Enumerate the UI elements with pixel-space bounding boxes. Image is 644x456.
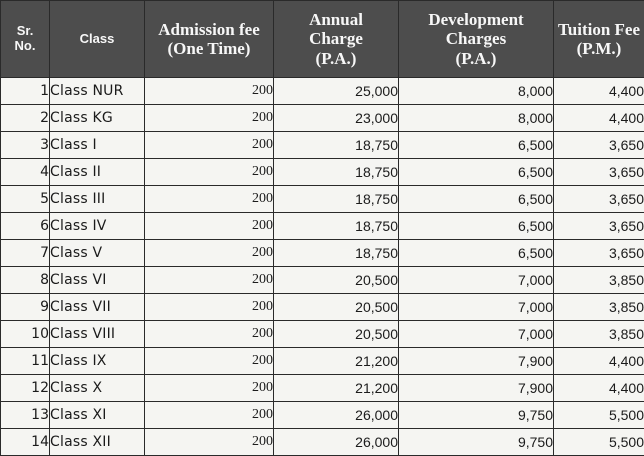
- cell-annual-charge: 20,500: [274, 294, 399, 321]
- header-development-line1: Development: [428, 10, 524, 30]
- header-tuition-fee: [554, 1, 644, 78]
- cell-annual-charge: 25,000: [274, 78, 399, 105]
- table-row: [1, 213, 644, 240]
- cell-admission-fee: 200: [145, 321, 274, 348]
- cell-annual-charge: 18,750: [274, 240, 399, 267]
- cell-admission-fee: 200: [145, 213, 274, 240]
- cell-sr-no: 8: [1, 267, 50, 294]
- cell-annual-charge: 18,750: [274, 132, 399, 159]
- header-tuition-line2: (P.M.): [576, 39, 622, 58]
- cell-development-charges: 9,750: [399, 402, 554, 429]
- table-row: [1, 267, 644, 294]
- cell-tuition-fee: 5,500: [554, 402, 644, 429]
- cell-development-charges: 6,500: [399, 132, 554, 159]
- cell-tuition-fee: 3,850: [554, 294, 644, 321]
- cell-sr-no: 9: [1, 294, 50, 321]
- cell-sr-no: 10: [1, 321, 50, 348]
- cell-tuition-fee: 4,400: [554, 375, 644, 402]
- cell-sr-no: 12: [1, 375, 50, 402]
- header-development-line3: (P.A.): [455, 48, 497, 68]
- cell-tuition-fee: 4,400: [554, 105, 644, 132]
- cell-class: Class VIII: [50, 321, 145, 348]
- cell-sr-no: 7: [1, 240, 50, 267]
- header-sr-no: [1, 1, 50, 78]
- cell-class: Class KG: [50, 105, 145, 132]
- cell-development-charges: 6,500: [399, 186, 554, 213]
- cell-admission-fee: 200: [145, 429, 274, 456]
- cell-class: Class I: [50, 132, 145, 159]
- cell-development-charges: 6,500: [399, 213, 554, 240]
- cell-sr-no: 1: [1, 78, 50, 105]
- header-sr-no-line1: Sr.: [16, 23, 34, 39]
- table-row: [1, 294, 644, 321]
- cell-admission-fee: 200: [145, 132, 274, 159]
- cell-annual-charge: 21,200: [274, 375, 399, 402]
- cell-admission-fee: 200: [145, 402, 274, 429]
- cell-sr-no: 3: [1, 132, 50, 159]
- table-header-row: [1, 1, 644, 78]
- header-admission-line2: (One Time): [167, 39, 251, 58]
- table-row: [1, 159, 644, 186]
- cell-tuition-fee: 5,500: [554, 429, 644, 456]
- cell-tuition-fee: 3,650: [554, 213, 644, 240]
- cell-admission-fee: 200: [145, 294, 274, 321]
- header-tuition-line1: Tuition Fee: [557, 19, 641, 39]
- cell-sr-no: 11: [1, 348, 50, 375]
- cell-development-charges: 7,000: [399, 267, 554, 294]
- header-annual-charge: [274, 1, 399, 78]
- cell-sr-no: 6: [1, 213, 50, 240]
- cell-class: Class V: [50, 240, 145, 267]
- cell-class: Class NUR: [50, 78, 145, 105]
- cell-development-charges: 8,000: [399, 78, 554, 105]
- cell-development-charges: 8,000: [399, 105, 554, 132]
- cell-development-charges: 7,900: [399, 375, 554, 402]
- table-row: [1, 78, 644, 105]
- cell-annual-charge: 21,200: [274, 348, 399, 375]
- cell-sr-no: 13: [1, 402, 50, 429]
- header-annual-line3: (P.A.): [315, 48, 357, 68]
- cell-development-charges: 7,900: [399, 348, 554, 375]
- cell-annual-charge: 20,500: [274, 267, 399, 294]
- table-row: [1, 348, 644, 375]
- cell-annual-charge: 23,000: [274, 105, 399, 132]
- cell-admission-fee: 200: [145, 240, 274, 267]
- cell-development-charges: 7,000: [399, 294, 554, 321]
- cell-sr-no: 14: [1, 429, 50, 456]
- header-annual-line1: Annual: [309, 10, 363, 30]
- cell-class: Class X: [50, 375, 145, 402]
- table-row: [1, 240, 644, 267]
- cell-tuition-fee: 4,400: [554, 78, 644, 105]
- header-admission-fee: [145, 1, 274, 78]
- cell-development-charges: 6,500: [399, 159, 554, 186]
- table-row: [1, 132, 644, 159]
- cell-annual-charge: 18,750: [274, 213, 399, 240]
- header-admission-line1: Admission fee: [158, 19, 260, 39]
- cell-class: Class IV: [50, 213, 145, 240]
- cell-class: Class VI: [50, 267, 145, 294]
- table-row: [1, 105, 644, 132]
- cell-annual-charge: 18,750: [274, 159, 399, 186]
- header-development-line2: Charges: [445, 29, 507, 49]
- table-row: [1, 321, 644, 348]
- cell-admission-fee: 200: [145, 78, 274, 105]
- cell-class: Class VII: [50, 294, 145, 321]
- cell-tuition-fee: 3,850: [554, 321, 644, 348]
- cell-annual-charge: 20,500: [274, 321, 399, 348]
- header-annual-line2: Charge: [309, 29, 363, 49]
- table-row: [1, 186, 644, 213]
- cell-tuition-fee: 3,650: [554, 159, 644, 186]
- header-sr-no-line2: No.: [14, 38, 36, 53]
- cell-tuition-fee: 3,850: [554, 267, 644, 294]
- cell-class: Class XII: [50, 429, 145, 456]
- header-class: [50, 1, 145, 78]
- cell-admission-fee: 200: [145, 159, 274, 186]
- cell-admission-fee: 200: [145, 105, 274, 132]
- cell-development-charges: 9,750: [399, 429, 554, 456]
- header-development-charges: [399, 1, 554, 78]
- cell-development-charges: 6,500: [399, 240, 554, 267]
- cell-tuition-fee: 3,650: [554, 132, 644, 159]
- table-row: [1, 402, 644, 429]
- cell-sr-no: 2: [1, 105, 50, 132]
- cell-class: Class II: [50, 159, 145, 186]
- cell-class: Class III: [50, 186, 145, 213]
- cell-admission-fee: 200: [145, 186, 274, 213]
- cell-admission-fee: 200: [145, 375, 274, 402]
- cell-annual-charge: 26,000: [274, 429, 399, 456]
- cell-sr-no: 4: [1, 159, 50, 186]
- cell-admission-fee: 200: [145, 348, 274, 375]
- cell-tuition-fee: 4,400: [554, 348, 644, 375]
- cell-annual-charge: 18,750: [274, 186, 399, 213]
- cell-sr-no: 5: [1, 186, 50, 213]
- cell-tuition-fee: 3,650: [554, 240, 644, 267]
- cell-development-charges: 7,000: [399, 321, 554, 348]
- cell-admission-fee: 200: [145, 267, 274, 294]
- cell-annual-charge: 26,000: [274, 402, 399, 429]
- cell-tuition-fee: 3,650: [554, 186, 644, 213]
- cell-class: Class IX: [50, 348, 145, 375]
- table-row: [1, 375, 644, 402]
- table-row: [1, 429, 644, 456]
- header-class-label: Class: [79, 30, 115, 46]
- cell-class: Class XI: [50, 402, 145, 429]
